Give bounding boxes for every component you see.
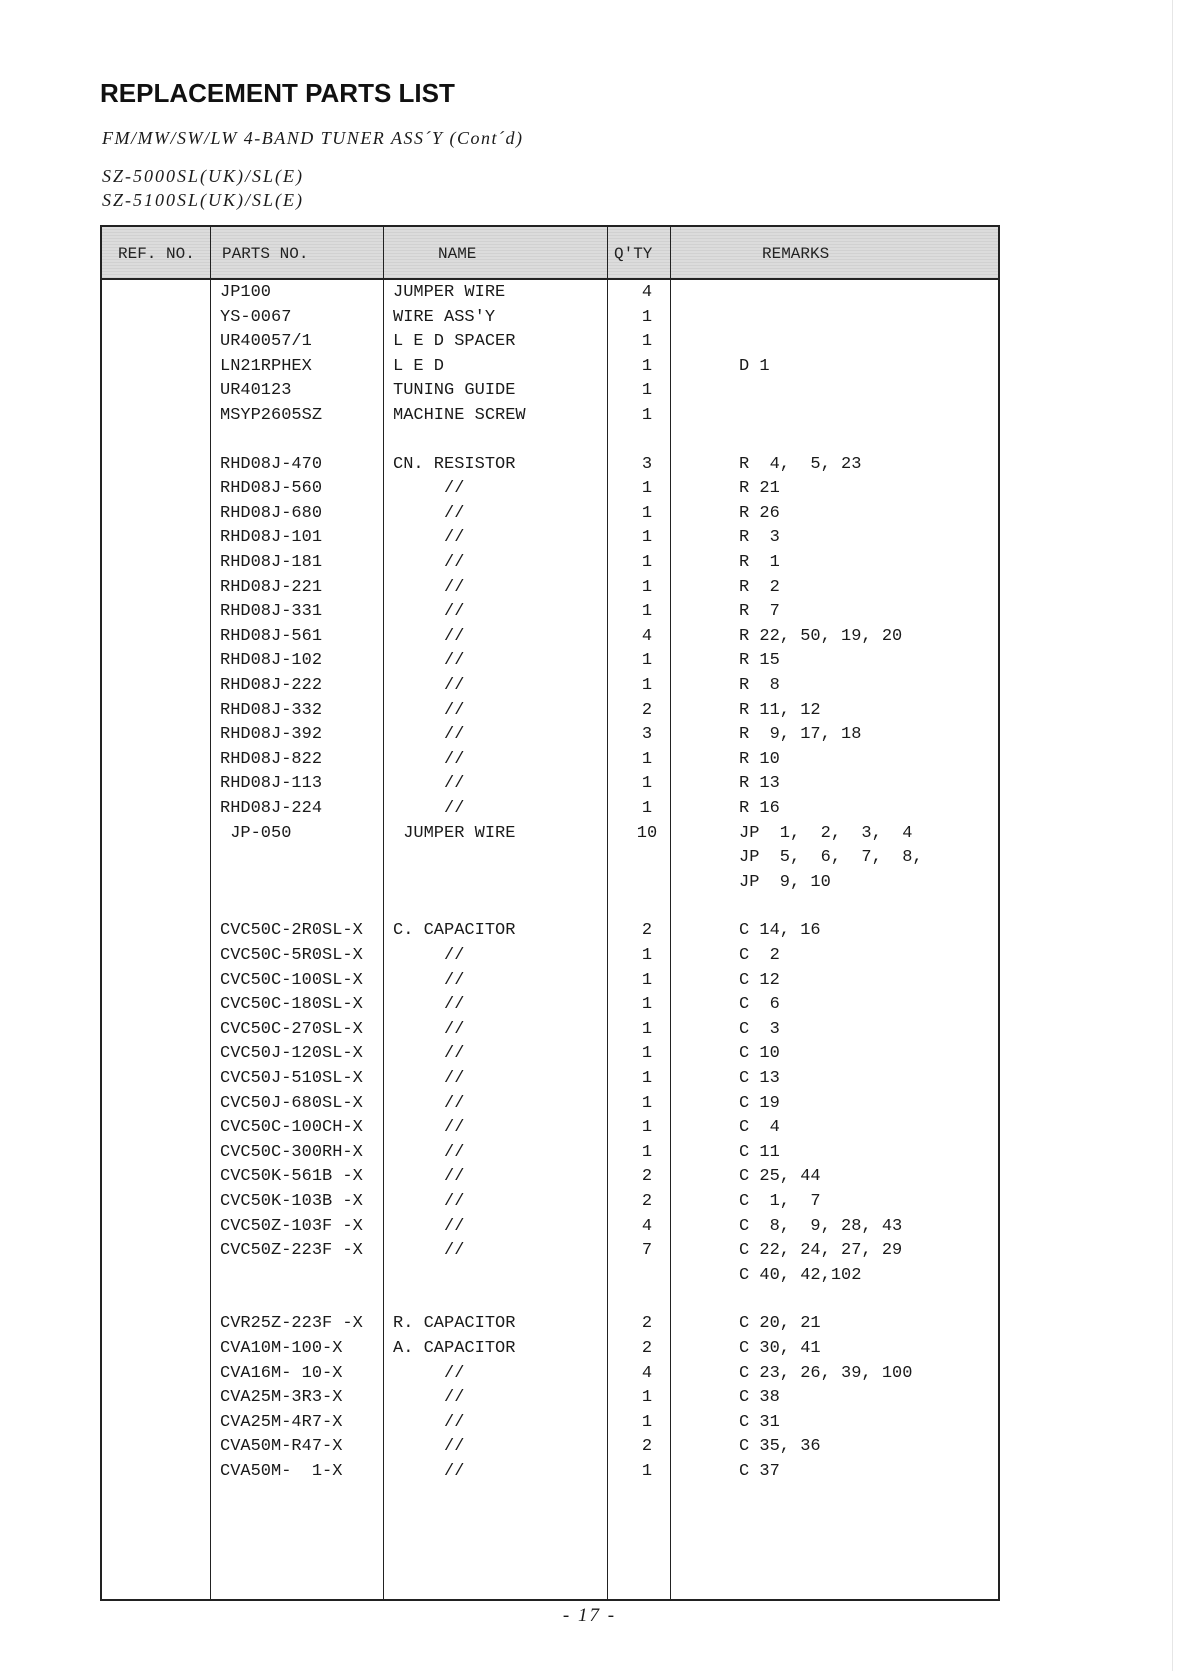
part-name: L E D — [393, 356, 445, 376]
part-remarks: C 38 — [739, 1388, 780, 1408]
table-row — [102, 1339, 998, 1365]
part-number: CVC50C-2R0SL-X — [220, 921, 363, 941]
part-number: RHD08J-181 — [220, 553, 323, 572]
part-name: // — [393, 774, 465, 794]
part-name: // — [393, 995, 465, 1015]
part-qty: 1 — [641, 577, 653, 597]
table-row — [102, 774, 998, 800]
part-number: CVC50Z-223F -X — [220, 1241, 363, 1261]
part-number: CVC50C-180SL-X — [220, 995, 363, 1015]
part-remarks: C 11 — [739, 1142, 780, 1162]
part-name: A. CAPACITOR — [393, 1339, 516, 1358]
part-number: JP100 — [220, 283, 272, 302]
part-qty: 1 — [641, 1019, 653, 1039]
table-row — [102, 553, 998, 579]
part-number: CVC50J-510SL-X — [220, 1069, 363, 1088]
part-remarks: R 15 — [739, 651, 780, 671]
part-qty: 2 — [641, 1437, 653, 1457]
part-number: RHD08J-332 — [220, 700, 323, 720]
part-name: // — [393, 1044, 465, 1064]
part-remarks: JP 1, 2, 3, 4 — [739, 823, 913, 843]
header-ref-no: REF. NO. — [118, 245, 195, 263]
part-qty: 1 — [641, 676, 653, 695]
page-edge-line — [1172, 0, 1173, 1671]
part-number: CVC50J-120SL-X — [220, 1044, 363, 1064]
part-number: LN21RPHEX — [220, 356, 312, 376]
part-name: // — [393, 1462, 465, 1481]
part-name: // — [393, 602, 465, 622]
part-qty: 1 — [641, 1044, 653, 1064]
part-number: RHD08J-113 — [220, 774, 323, 794]
part-remarks: R 11, 12 — [739, 700, 821, 720]
part-qty: 1 — [641, 651, 653, 671]
part-number: CVC50C-5R0SL-X — [220, 946, 363, 965]
part-qty: 1 — [641, 1462, 653, 1481]
table-row — [102, 1044, 998, 1070]
part-qty: 1 — [641, 1118, 653, 1138]
part-number: UR40123 — [220, 381, 292, 401]
part-qty: 1 — [641, 1412, 653, 1432]
part-name: MACHINE SCREW — [393, 406, 526, 425]
table-row — [102, 504, 998, 530]
table-row — [102, 1167, 998, 1193]
part-name: JUMPER WIRE — [393, 283, 506, 302]
table-row — [102, 406, 998, 432]
part-remarks: R 21 — [739, 479, 780, 499]
part-name: // — [393, 626, 465, 646]
part-remarks: C 6 — [739, 995, 780, 1015]
part-name: // — [393, 799, 465, 818]
header-remarks: REMARKS — [762, 245, 830, 263]
part-name: // — [393, 503, 465, 523]
part-remarks: C 1, 7 — [739, 1192, 821, 1211]
part-number: CVA10M-100-X — [220, 1339, 343, 1358]
table-row — [102, 578, 998, 604]
part-remarks: R 26 — [739, 503, 780, 523]
part-name: // — [393, 946, 465, 965]
table-row — [102, 1143, 998, 1169]
part-qty: 1 — [641, 774, 653, 794]
table-row — [102, 1020, 998, 1046]
part-name: // — [393, 700, 465, 720]
table-row — [102, 308, 998, 334]
model-number-1: SZ-5000SL(UK)/SL(E) — [102, 166, 305, 186]
part-qty: 10 — [636, 823, 658, 843]
header-qty: Q'TY — [614, 245, 653, 263]
part-qty: 1 — [641, 602, 653, 622]
header-parts-no: PARTS NO. — [222, 245, 309, 263]
table-row — [102, 1069, 998, 1095]
table-row — [102, 1413, 998, 1439]
part-qty: 1 — [641, 503, 653, 523]
table-row — [102, 627, 998, 653]
part-qty: 1 — [641, 406, 653, 425]
part-number: CVC50C-300RH-X — [220, 1142, 363, 1162]
table-body — [102, 227, 998, 1599]
part-name: // — [393, 1241, 465, 1261]
part-number: RHD08J-561 — [220, 626, 323, 646]
part-number: CVA50M-R47-X — [220, 1437, 343, 1457]
part-number: CVC50C-100SL-X — [220, 970, 363, 990]
page-title: REPLACEMENT PARTS LIST — [100, 78, 455, 108]
part-qty: 1 — [641, 799, 653, 818]
part-qty: 3 — [641, 725, 653, 745]
table-row — [102, 921, 998, 947]
part-number: RHD08J-222 — [220, 676, 323, 695]
part-name: // — [393, 725, 465, 745]
part-name: R. CAPACITOR — [393, 1314, 516, 1334]
table-row — [102, 824, 998, 850]
part-remarks: C 4 — [739, 1118, 780, 1138]
part-number: CVC50Z-103F -X — [220, 1216, 363, 1236]
part-name: // — [393, 1363, 465, 1383]
part-number: RHD08J-822 — [220, 749, 323, 769]
part-qty: 1 — [641, 528, 653, 548]
part-qty: 2 — [641, 1314, 653, 1334]
table-row — [102, 332, 998, 358]
part-qty: 4 — [641, 1363, 653, 1383]
part-remarks: C 40, 42,102 — [739, 1265, 862, 1285]
table-row — [102, 1094, 998, 1120]
part-name: // — [393, 651, 465, 671]
part-remarks: D 1 — [739, 356, 770, 376]
part-qty: 2 — [641, 700, 653, 720]
header-name: NAME — [438, 245, 477, 263]
table-row — [102, 479, 998, 505]
part-remarks: C 37 — [739, 1462, 780, 1481]
part-name: // — [393, 479, 465, 499]
part-name: // — [393, 676, 465, 695]
part-number: CVC50K-561B -X — [220, 1167, 363, 1187]
table-row — [102, 995, 998, 1021]
part-qty: 1 — [641, 1069, 653, 1088]
part-remarks: R 22, 50, 19, 20 — [739, 626, 903, 646]
table-row — [102, 799, 998, 825]
part-name: // — [393, 553, 465, 572]
part-remarks: C 20, 21 — [739, 1314, 821, 1334]
table-row — [102, 1266, 998, 1292]
part-number: UR40057/1 — [220, 332, 312, 352]
part-name: // — [393, 1093, 465, 1113]
part-number: CVA25M-3R3-X — [220, 1388, 343, 1408]
part-number: CVA16M- 10-X — [220, 1363, 343, 1383]
part-qty: 4 — [641, 626, 653, 646]
part-name: C. CAPACITOR — [393, 921, 516, 941]
part-number: CVC50K-103B -X — [220, 1192, 363, 1211]
table-row — [102, 1462, 998, 1488]
part-remarks: C 2 — [739, 946, 780, 965]
part-remarks: C 10 — [739, 1044, 780, 1064]
part-qty: 2 — [641, 1192, 653, 1211]
table-row — [102, 283, 998, 309]
table-row — [102, 701, 998, 727]
part-number: RHD08J-221 — [220, 577, 323, 597]
part-remarks: R 2 — [739, 577, 780, 597]
part-name: // — [393, 577, 465, 597]
section-subtitle: FM/MW/SW/LW 4-BAND TUNER ASS´Y (Cont´d) — [102, 128, 524, 148]
part-qty: 4 — [641, 1216, 653, 1236]
part-number: RHD08J-101 — [220, 528, 323, 548]
table-row — [102, 1241, 998, 1267]
table-row — [102, 651, 998, 677]
part-remarks: C 23, 26, 39, 100 — [739, 1363, 913, 1383]
table-row — [102, 1388, 998, 1414]
part-name: JUMPER WIRE — [393, 823, 516, 843]
table-row — [102, 381, 998, 407]
part-remarks: R 8 — [739, 676, 780, 695]
part-remarks: R 13 — [739, 774, 780, 794]
part-number: JP-050 — [220, 823, 292, 843]
part-number: YS-0067 — [220, 307, 292, 327]
part-qty: 2 — [641, 1167, 653, 1187]
part-qty: 2 — [641, 921, 653, 941]
part-remarks: C 25, 44 — [739, 1167, 821, 1187]
table-row — [102, 676, 998, 702]
part-name: // — [393, 1069, 465, 1088]
part-name: // — [393, 528, 465, 548]
table-row — [102, 528, 998, 554]
part-number: CVC50C-100CH-X — [220, 1118, 363, 1138]
part-name: // — [393, 1142, 465, 1162]
part-qty: 7 — [641, 1241, 653, 1261]
part-name: // — [393, 1118, 465, 1138]
part-qty: 1 — [641, 553, 653, 572]
part-qty: 1 — [641, 307, 653, 327]
part-number: CVA50M- 1-X — [220, 1462, 343, 1481]
table-row — [102, 455, 998, 481]
part-name: // — [393, 749, 465, 769]
part-name: // — [393, 1216, 465, 1236]
part-qty: 1 — [641, 1142, 653, 1162]
table-row — [102, 750, 998, 776]
table-row — [102, 1314, 998, 1340]
page-number: - 17 - — [562, 1605, 617, 1626]
part-remarks: C 12 — [739, 970, 780, 990]
part-qty: 4 — [641, 283, 653, 302]
part-qty: 1 — [641, 479, 653, 499]
part-remarks: C 8, 9, 28, 43 — [739, 1216, 903, 1236]
table-row — [102, 1217, 998, 1243]
part-name: // — [393, 1019, 465, 1039]
table-row — [102, 1118, 998, 1144]
part-name: // — [393, 1437, 465, 1457]
part-qty: 3 — [641, 454, 653, 474]
part-name: TUNING GUIDE — [393, 381, 516, 401]
part-remarks: C 35, 36 — [739, 1437, 821, 1457]
part-remarks: JP 9, 10 — [739, 872, 831, 892]
part-qty: 1 — [641, 970, 653, 990]
part-number: CVC50J-680SL-X — [220, 1093, 363, 1113]
part-number: CVR25Z-223F -X — [220, 1314, 363, 1334]
part-name: WIRE ASS'Y — [393, 307, 496, 327]
part-number: RHD08J-331 — [220, 602, 323, 622]
part-remarks: C 19 — [739, 1093, 780, 1113]
table-row — [102, 971, 998, 997]
part-qty: 2 — [641, 1339, 653, 1358]
parts-table — [100, 225, 1000, 1601]
part-number: RHD08J-392 — [220, 725, 323, 745]
part-number: RHD08J-560 — [220, 479, 323, 499]
part-qty: 1 — [641, 749, 653, 769]
part-number: RHD08J-102 — [220, 651, 323, 671]
table-row — [102, 1192, 998, 1218]
part-remarks: C 30, 41 — [739, 1339, 821, 1358]
part-qty: 1 — [641, 332, 653, 352]
part-remarks: R 4, 5, 23 — [739, 454, 862, 474]
part-name: // — [393, 1192, 465, 1211]
part-name: CN. RESISTOR — [393, 454, 516, 474]
part-remarks: R 10 — [739, 749, 780, 769]
part-remarks: R 9, 17, 18 — [739, 725, 862, 745]
part-number: RHD08J-680 — [220, 503, 323, 523]
part-qty: 1 — [641, 995, 653, 1015]
table-row — [102, 602, 998, 628]
part-name: // — [393, 1167, 465, 1187]
part-remarks: C 13 — [739, 1069, 780, 1088]
part-remarks: C 22, 24, 27, 29 — [739, 1241, 903, 1261]
table-row — [102, 873, 998, 899]
part-remarks: R 7 — [739, 602, 780, 622]
part-remarks: JP 5, 6, 7, 8, — [739, 848, 923, 868]
part-qty: 1 — [641, 1388, 653, 1408]
part-qty: 1 — [641, 381, 653, 401]
part-number: CVC50C-270SL-X — [220, 1019, 363, 1039]
table-row — [102, 1364, 998, 1390]
table-row — [102, 946, 998, 972]
part-qty: 1 — [641, 1093, 653, 1113]
part-qty: 1 — [641, 946, 653, 965]
part-name: // — [393, 1412, 465, 1432]
part-remarks: R 1 — [739, 553, 780, 572]
part-remarks: R 3 — [739, 528, 780, 548]
table-row — [102, 725, 998, 751]
part-number: RHD08J-470 — [220, 454, 323, 474]
part-remarks: C 31 — [739, 1412, 780, 1432]
table-row — [102, 1437, 998, 1463]
part-number: RHD08J-224 — [220, 799, 323, 818]
part-remarks: R 16 — [739, 799, 780, 818]
part-name: // — [393, 1388, 465, 1408]
part-name: L E D SPACER — [393, 332, 516, 352]
part-qty: 1 — [641, 356, 653, 376]
part-remarks: C 14, 16 — [739, 921, 821, 941]
part-name: // — [393, 970, 465, 990]
table-row — [102, 848, 998, 874]
table-row — [102, 357, 998, 383]
part-number: MSYP2605SZ — [220, 406, 323, 425]
part-number: CVA25M-4R7-X — [220, 1412, 343, 1432]
model-number-2: SZ-5100SL(UK)/SL(E) — [102, 190, 305, 210]
part-remarks: C 3 — [739, 1019, 780, 1039]
